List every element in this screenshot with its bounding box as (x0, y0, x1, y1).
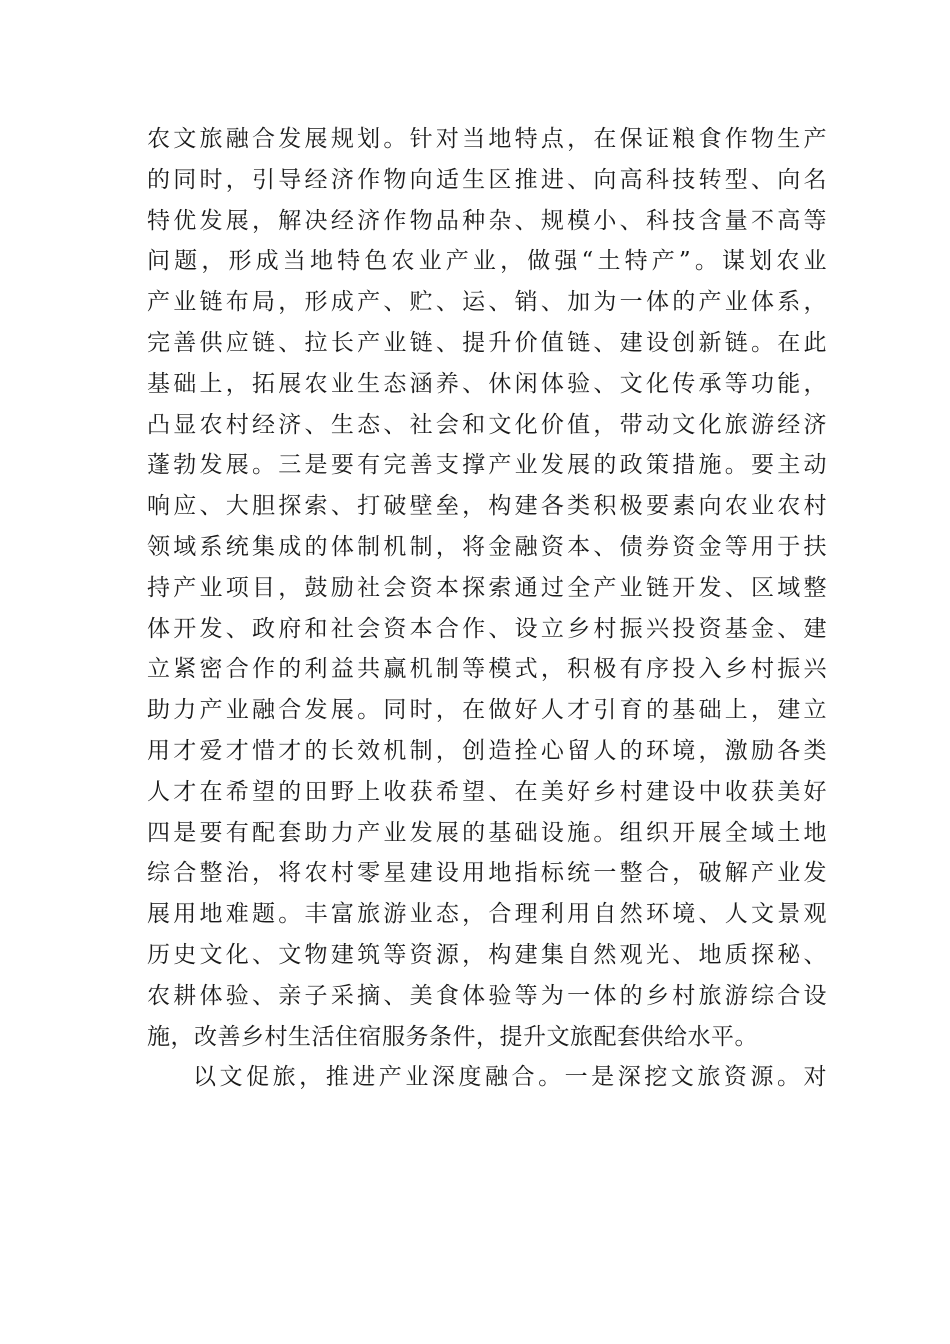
text-line: 四是要有配套助力产业发展的基础设施。组织开展全域土地 (147, 819, 827, 846)
text-line: 完善供应链、拉长产业链、提升价值链、建设创新链。在此 (147, 329, 827, 356)
text-line: 人才在希望的田野上收获希望、在美好乡村建设中收获美好 (147, 778, 827, 805)
text-line: 助力产业融合发展。同时，在做好人才引育的基础上，建立 (147, 697, 827, 724)
text-line: 的同时，引导经济作物向适生区推进、向高科技转型、向名 (147, 166, 827, 193)
body-text (147, 119, 827, 1098)
text-line: 领域系统集成的体制机制，将金融资本、债券资金等用于扶 (147, 533, 827, 560)
paragraph-first-line: 以文促旅，推进产业深度融合。一是深挖文旅资源。对 (193, 1064, 827, 1091)
text-line: 蓬勃发展。三是要有完善支撑产业发展的政策措施。要主动 (147, 452, 827, 479)
text-line: 问题，形成当地特色农业产业，做强“土特产”。谋划农业 (147, 248, 827, 275)
text-line: 综合整治，将农村零星建设用地指标统一整合，破解产业发 (147, 860, 827, 887)
text-line: 展用地难题。丰富旅游业态，合理利用自然环境、人文景观 (147, 901, 827, 928)
text-line: 历史文化、文物建筑等资源，构建集自然观光、地质探秘、 (147, 941, 827, 968)
text-line: 农文旅融合发展规划。针对当地特点，在保证粮食作物生产 (147, 126, 827, 152)
text-line: 基础上，拓展农业生态涵养、休闲体验、文化传承等功能， (147, 370, 827, 397)
text-line: 体开发、政府和社会资本合作、设立乡村振兴投资基金、建 (147, 615, 827, 642)
text-line: 响应、大胆探索、打破壁垒，构建各类积极要素向农业农村 (147, 493, 827, 520)
text-line: 凸显农村经济、生态、社会和文化价值，带动文化旅游经济 (147, 411, 827, 438)
text-line: 用才爱才惜才的长效机制，创造拴心留人的环境，激励各类 (147, 737, 827, 764)
text-line: 农耕体验、亲子采摘、美食体验等为一体的乡村旅游综合设 (147, 982, 827, 1009)
text-line: 施，改善乡村生活住宿服务条件，提升文旅配套供给水平。 (147, 1023, 758, 1050)
text-line: 立紧密合作的利益共赢机制等模式，积极有序投入乡村振兴 (147, 656, 827, 683)
text-line: 特优发展，解决经济作物品种杂、规模小、科技含量不高等 (147, 207, 827, 234)
text-line: 持产业项目，鼓励社会资本探索通过全产业链开发、区域整 (147, 574, 827, 601)
text-line: 产业链布局，形成产、贮、运、销、加为一体的产业体系， (147, 289, 827, 316)
